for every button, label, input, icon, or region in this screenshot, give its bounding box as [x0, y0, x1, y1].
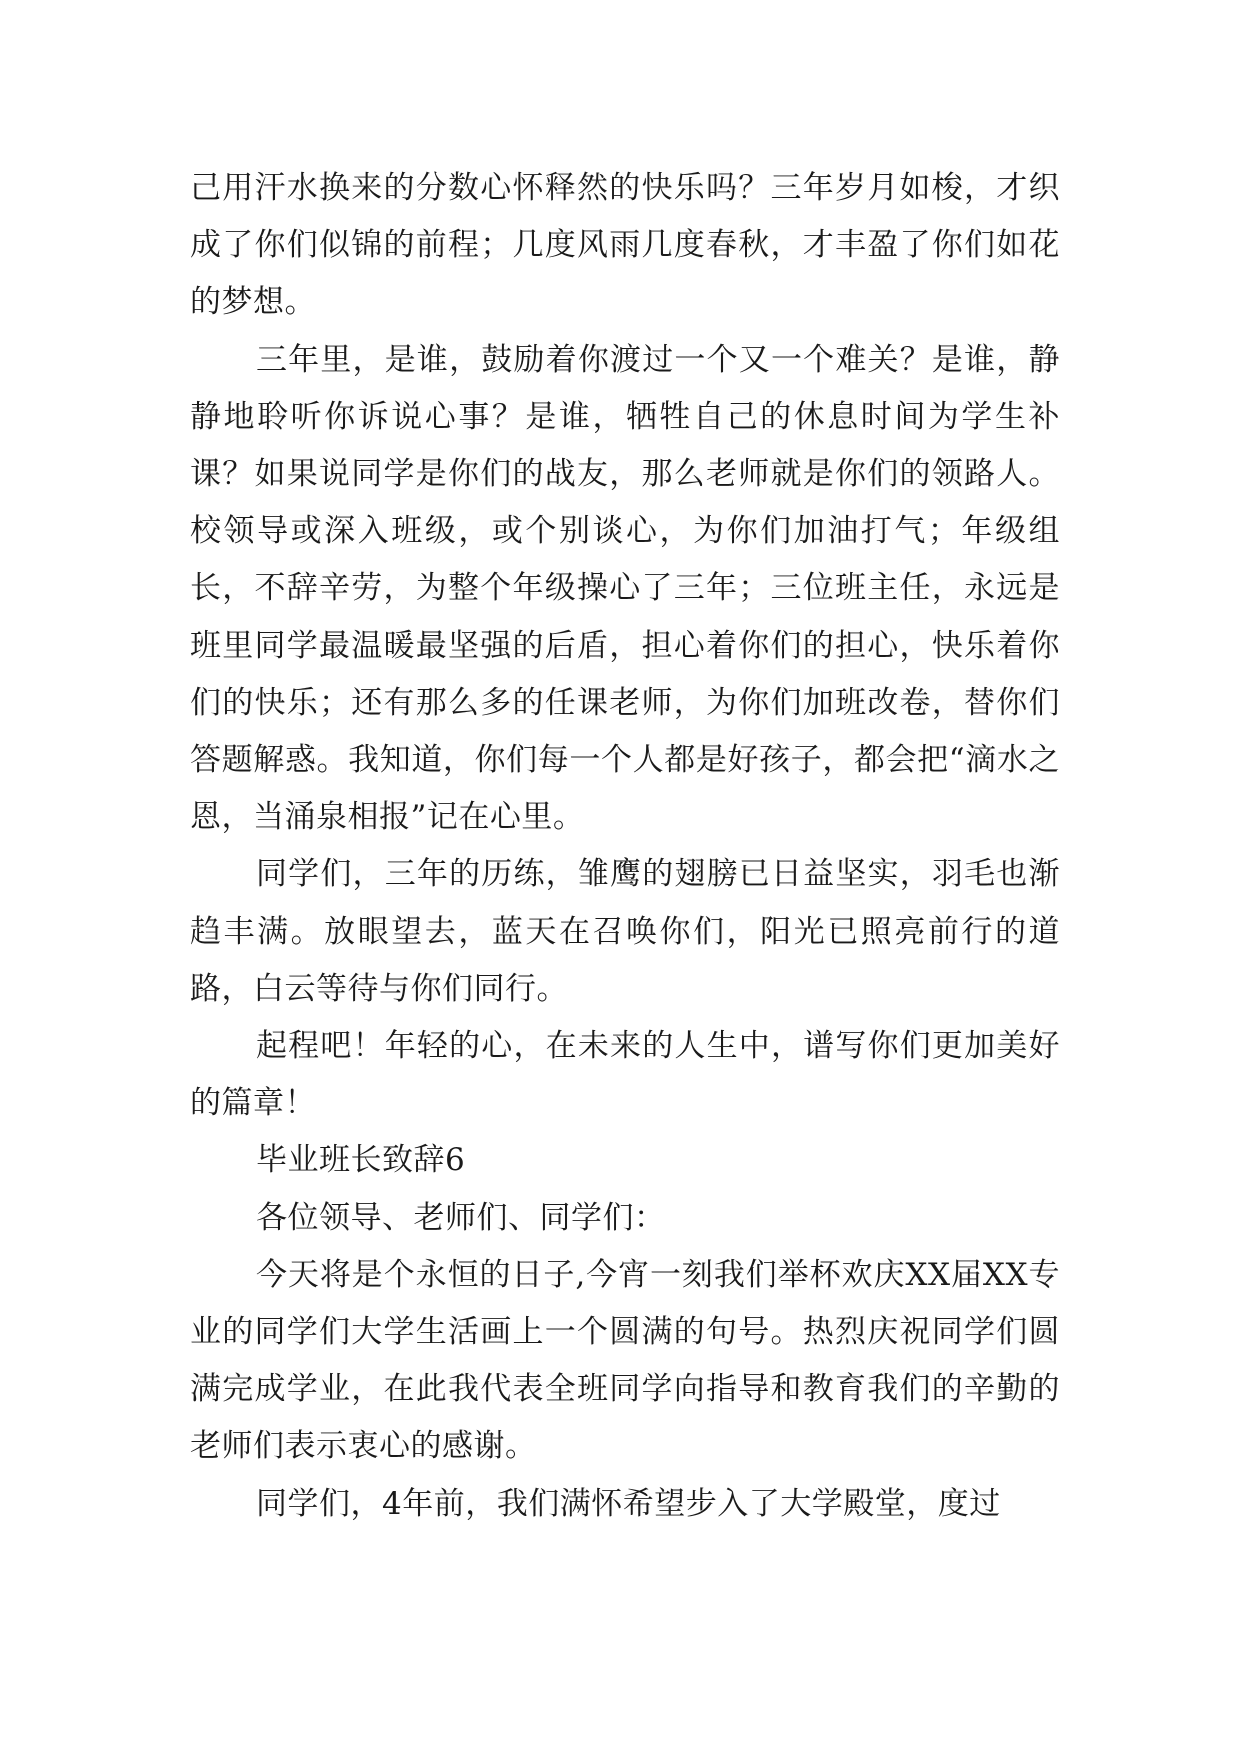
document-body	[190, 160, 1060, 1533]
paragraph-eagles: 同学们，三年的历练，雏鹰的翅膀已日益坚实，羽毛也渐趋丰满。放眼望去，蓝天在召唤你们，阳光已照亮前行的道路，白云等待与你们同行。	[190, 856, 1060, 1007]
paragraph-set-off: 起程吧！年轻的心，在未来的人生中，谱写你们更加美好的篇章！	[190, 1028, 1060, 1122]
paragraph-four-years: 同学们，4年前，我们满怀希望步入了大学殿堂，度过	[256, 1485, 1001, 1522]
salutation: 各位领导、老师们、同学们：	[256, 1199, 666, 1236]
section-heading: 毕业班长致辞6	[256, 1142, 466, 1179]
paragraph-today: 今天将是个永恒的日子,今宵一刻我们举杯欢庆XX届XX专业的同学们大学生活画上一个圆满的句号。热烈庆祝同学们圆满完成学业，在此我代表全班同学向指导和教育我们的辛勤的老师们表示衷心的感谢。	[190, 1256, 1060, 1465]
paragraph-teachers: 三年里，是谁，鼓励着你渡过一个又一个难关？是谁，静静地聆听你诉说心事？是谁，牺牲自己的休息时间为学生补课？如果说同学是你们的战友，那么老师就是你们的领路人。校领导或深入班级，或个别谈心，为你们加油打气；年级组长，不辞辛劳，为整个年级操心了三年；三位班主任，永远是班里同学最温暖最坚强的后盾，担心着你们的担心，快乐着你们的快乐；还有那么多的任课老师，为你们加班改卷，替你们答题解惑。我知道，你们每一个人都是好孩子，都会把“滴水之恩，当涌泉相报”记在心里。	[190, 341, 1060, 836]
paragraph-continuation: 己用汗水换来的分数心怀释然的快乐吗？三年岁月如梭，才织成了你们似锦的前程；几度风雨几度春秋，才丰盈了你们如花的梦想。	[190, 170, 1060, 321]
